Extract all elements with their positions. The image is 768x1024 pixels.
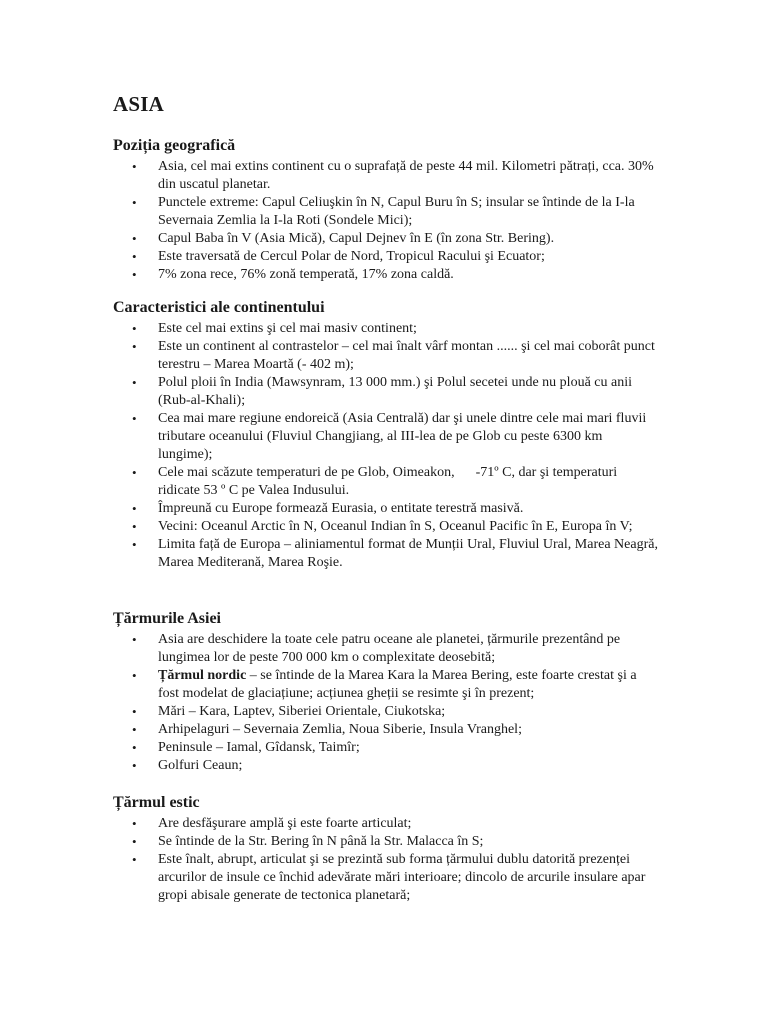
bullet-list: [113, 631, 658, 775]
bullet-icon: •: [132, 519, 137, 534]
list-item: • Asia are deschidere la toate cele patru oceane ale planetei, țărmurile prezentând pe lungimea lor de peste 700 000 km o complexitate deosebită;: [132, 632, 621, 665]
bullet-icon: •: [132, 537, 137, 552]
list-item: • Capul Baba în V (Asia Mică), Capul Dejnev în E (în zona Str. Bering).: [132, 231, 555, 246]
list-item: • Cea mai mare regiune endoreică (Asia Centrală) dar şi unele dintre cele mai mari fluvii tributare oceanului (Fluviul Changjiang, al III-lea de pe Glob cu peste 6300 km lungime);: [132, 411, 647, 462]
bullet-icon: •: [132, 267, 137, 282]
bullet-icon: •: [132, 740, 137, 755]
list-item: • Peninsule – Iamal, Gîdansk, Taimîr;: [132, 740, 360, 755]
bullet-icon: •: [132, 816, 137, 831]
bullet-icon: •: [132, 249, 137, 264]
bullet-list: [113, 815, 658, 905]
list-item: • Mări – Kara, Laptev, Siberiei Orientale, Ciukotska;: [132, 704, 446, 719]
bullet-icon: •: [132, 375, 137, 390]
bullet-icon: •: [132, 231, 137, 246]
list-item: • Asia, cel mai extins continent cu o suprafață de peste 44 mil. Kilometri pătrați, cca. 30% din uscatul planetar.: [132, 159, 654, 192]
bullet-list: [113, 320, 658, 572]
bullet-icon: •: [132, 465, 137, 480]
list-item: • Vecini: Oceanul Arctic în N, Oceanul Indian în S, Oceanul Pacific în E, Europa în V;: [132, 519, 633, 534]
section-pozitia-geografica: [113, 136, 658, 284]
bullet-icon: •: [132, 501, 137, 516]
section-heading: Caracteristici ale continentului: [113, 299, 325, 316]
bullet-icon: •: [132, 339, 137, 354]
list-item: • Este cel mai extins şi cel mai masiv continent;: [132, 321, 417, 336]
list-item: • Are desfăşurare amplă şi este foarte articulat;: [132, 816, 412, 831]
list-item: • Țărmul nordic – se întinde de la Marea Kara la Marea Bering, este foarte crestat şi a fost modelat de glaciațiune; acțiunea gheții se resimte şi în prezent;: [132, 668, 637, 701]
section-caracteristici: [113, 298, 658, 572]
list-item: • Polul ploii în India (Mawsynram, 13 000 mm.) şi Polul secetei unde nu plouă cu anii (Rub-al-Khali);: [132, 375, 632, 408]
bullet-icon: •: [132, 321, 137, 336]
bullet-icon: •: [132, 632, 137, 647]
bullet-icon: •: [132, 834, 137, 849]
section-tarmurile-asiei: [113, 609, 658, 775]
list-item: • Este înalt, abrupt, articulat şi se prezintă sub forma țărmului dublu datorită prezenței arcurilor de insule ce închid adevărate mări interioare; dincolo de arcurile insulare apar gropi abisale generate de tectonica planetară;: [132, 852, 646, 903]
section-heading: Țărmul estic: [113, 794, 200, 811]
list-item: • Este traversată de Cercul Polar de Nord, Tropicul Racului şi Ecuator;: [132, 249, 545, 264]
section-heading: Țărmurile Asiei: [113, 610, 221, 627]
list-item: • Este un continent al contrastelor – cel mai înalt vârf montan ...... şi cel mai coborât punct terestru – Marea Moartă (- 402 m);: [132, 339, 655, 372]
bullet-icon: •: [132, 668, 137, 683]
list-item: • Limita față de Europa – aliniamentul format de Munții Ural, Fluviul Ural, Marea Neagră, Marea Mediterană, Marea Roşie.: [132, 537, 658, 570]
bold-term: Țărmul nordic: [158, 668, 247, 683]
bullet-icon: •: [132, 411, 137, 426]
list-item: • Arhipelaguri – Severnaia Zemlia, Noua Siberie, Insula Vranghel;: [132, 722, 522, 737]
bullet-icon: •: [132, 852, 137, 867]
section-tarmul-estic: [113, 793, 658, 905]
document-title: ASIA: [113, 92, 164, 116]
bullet-icon: •: [132, 722, 137, 737]
list-item: • Golfuri Ceaun;: [132, 758, 243, 773]
list-item: • Împreună cu Europe formează Eurasia, o entitate terestră masivă.: [132, 501, 524, 516]
bullet-icon: •: [132, 159, 137, 174]
list-item: • Se întinde de la Str. Bering în N până la Str. Malacca în S;: [132, 834, 484, 849]
bullet-icon: •: [132, 195, 137, 210]
list-item: • 7% zona rece, 76% zonă temperată, 17% zona caldă.: [132, 267, 454, 282]
list-item: • Cele mai scăzute temperaturi de pe Glob, Oimeakon, -71º C, dar şi temperaturi ridicate 53 º C pe Valea Indusului.: [132, 465, 621, 498]
list-item: • Punctele extreme: Capul Celiuşkin în N, Capul Buru în S; insular se întinde de la I-la Severnaia Zemlia la I-la Roti (Sondele Mici);: [132, 195, 635, 228]
section-heading: Poziția geografică: [113, 137, 236, 154]
bullet-icon: •: [132, 758, 137, 773]
bullet-list: [113, 158, 658, 284]
bullet-icon: •: [132, 704, 137, 719]
